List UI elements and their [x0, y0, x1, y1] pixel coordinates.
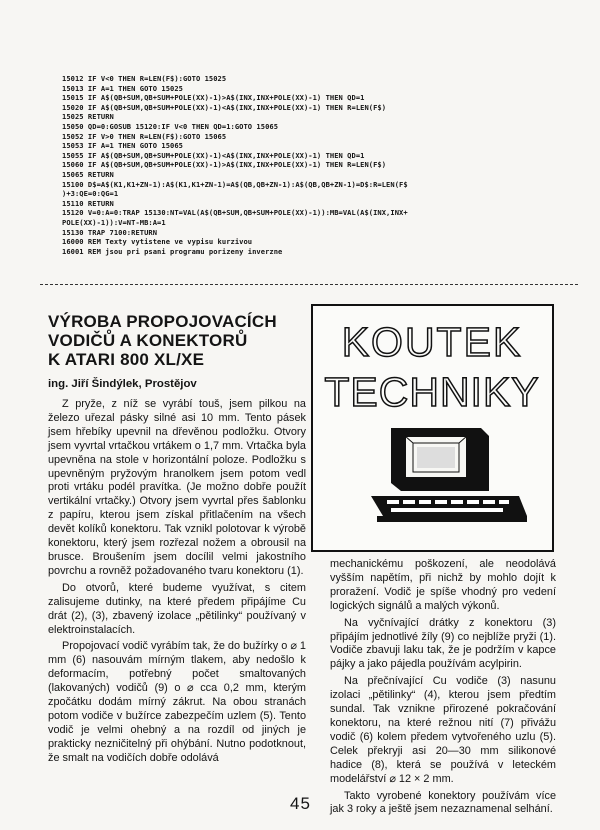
code-line: 15055 IF A$(QB+SUM,QB+SUM+POLE(XX)-1)<A$(INX,INX+POLE(XX)-1) THEN QD=1 — [62, 150, 365, 160]
keyboard-icon — [371, 496, 527, 522]
code-line: 15130 TRAP 7100:RETURN — [62, 227, 158, 237]
code-line: 15025 RETURN — [62, 112, 114, 122]
paragraph: Na přečnívající Cu vodiče (3) nasunu izolaci „pětilinky“ (4), kterou jsem předtím sundal. Tak vznikne přirozené pokračování konektoru, na které režnou nití (7) přivážu vodič (6) kolem předem vytvořeného uzlu (5). Celek překryji asi 20—30 mm silikonové hadice (8), která se používá v leteckém modelářství ⌀ 12 × 2 mm. — [330, 675, 556, 785]
box-title-line2: TECHNIKY — [324, 369, 540, 415]
title-line: VÝROBA PROPOJOVACÍCH — [48, 312, 277, 331]
code-line: 15053 IF A=1 THEN GOTO 15065 — [62, 141, 183, 151]
code-line: 15013 IF A=1 THEN GOTO 15025 — [62, 83, 183, 93]
basic-listing — [62, 74, 582, 256]
koutek-techniky-box — [311, 304, 554, 552]
paragraph: Propojovací vodič vyrábím tak, že do bužírky o ⌀ 1 mm (6) nasouvám mírným tlakem, aby nedošlo k deformacím, potřebný počet smaltovaných (lakovaných) vodičů (9) o ⌀ cca 0,2 mm, kterým zpočátku dodám mírný zákrut. Na obou stranách potom vodiče v bužírce zabezpečím uzlem (5). Tento vodič je velmi ohebný a na rozdíl od jiných je prakticky nezničitelný při ohýbání. Nutno podotknout, že smalt na vodičích dobře odolává — [48, 640, 306, 764]
article-column-right — [330, 558, 556, 820]
paragraph: mechanickému poškození, ale neodolává vyšším napětím, při nichž by mohlo dojít k proražení. Vodič je spíše vhodný pro vedení logických signálů a malých výkonů. — [330, 558, 556, 612]
computer-illustration — [313, 306, 552, 550]
code-line: POLE(XX)-1)):V=NT-MB:A=1 — [62, 217, 166, 227]
code-line: 16000 REM Texty vytistene ve vypisu kurzivou — [62, 237, 253, 247]
code-line: 15052 IF V>0 THEN R=LEN(F$):GOTO 15065 — [62, 131, 227, 141]
box-title-line1: KOUTEK — [341, 319, 523, 365]
page-number: 45 — [290, 794, 311, 813]
paragraph: Na vyčnívající drátky z konektoru (3) připájím jednotlivé žíly (9) co nejblíže pryži (1). Vodiče zbavuji laku tak, že je podržím v kapce pájky a jako pájedla používám acylpirin. — [330, 616, 556, 671]
author-byline: ing. Jiří Šindýlek, Prostějov — [48, 378, 197, 390]
code-line: 15120 V=0:A=0:TRAP 15130:NT=VAL(A$(QB+SUM,QB+SUM+POLE(XX)-1)):MB=VAL(A$(INX,INX+ — [62, 208, 408, 218]
code-line: 16001 REM jsou pri psani programu porizeny inverzne — [62, 246, 283, 256]
article-column-left — [48, 398, 306, 769]
monitor-icon — [391, 428, 489, 491]
code-line: 15020 IF A$(QB+SUM,QB+SUM+POLE(XX)-1)<A$(INX,INX+POLE(XX)-1) THEN R=LEN(F$) — [62, 102, 387, 112]
code-line: 15100 D$=A$(K1,K1+ZN-1):A$(K1,K1+ZN-1)=A$(QB,QB+ZN-1):A$(QB,QB+ZN-1)=D$:R=LEN(F$ — [62, 179, 408, 189]
code-line: 15110 RETURN — [62, 198, 114, 208]
code-line: 15065 RETURN — [62, 169, 114, 179]
code-line: 15012 IF V<0 THEN R=LEN(F$):GOTO 15025 — [62, 74, 227, 83]
title-line: K ATARI 800 XL/XE — [48, 350, 205, 369]
paragraph: Z pryže, z níž se vyrábí touš, jsem pilkou na železo uřezal pásky silné asi 10 mm. Tento pásek jsem hřebíky upevnil na dřevěnou podložku. Otvory jsem vyvrtal vrtačkou vrtákem o 1,7 mm. Vrtačka byla upevněna na stole v horizontální poloze. Podložku s upevněným pryžovým hranolkem jsem potom vedl proti vrtáku podél pravítka. (Je možno dobře použít vertikální vrtačky.) Otvory jsem vyvrtal přes šablonku z papíru, kterou jsem získal přitlačením na všech devět kolíků konektoru. Tak vznikl polotovar k výrobě konektoru, který jsem rozřezal nožem a obrousil na brusce. Broušením jsem docílil velmi jakostního povrchu a rovněž požadovaného tvaru konektoru (1). — [48, 398, 306, 577]
code-line: 15050 QD=0:GOSUB 15120:IF V<0 THEN QD=1:GOTO 15065 — [62, 121, 279, 131]
title-line: VODIČŮ A KONEKTORŮ — [48, 331, 248, 350]
code-line: )+3:QE=0:QG=1 — [62, 189, 119, 199]
article-title — [48, 312, 300, 369]
code-line: 15015 IF A$(QB+SUM,QB+SUM+POLE(XX)-1)>A$(INX,INX+POLE(XX)-1) THEN QD=1 — [62, 93, 365, 103]
paragraph: Do otvorů, které budeme využívat, s citem zalisujeme dutinky, na které předem připájíme Cu drát (2), (3), zbavený izolace „pětilinky“ používaný v elektroinstalacích. — [48, 581, 306, 636]
code-line: 15060 IF A$(QB+SUM,QB+SUM+POLE(XX)-1)>A$(INX,INX+POLE(XX)-1) THEN R=LEN(F$) — [62, 160, 387, 170]
paragraph: Takto vyrobené konektory používám více jak 3 roky a ještě jsem nezaznamenal selhání. — [330, 789, 556, 816]
section-divider — [40, 284, 578, 285]
